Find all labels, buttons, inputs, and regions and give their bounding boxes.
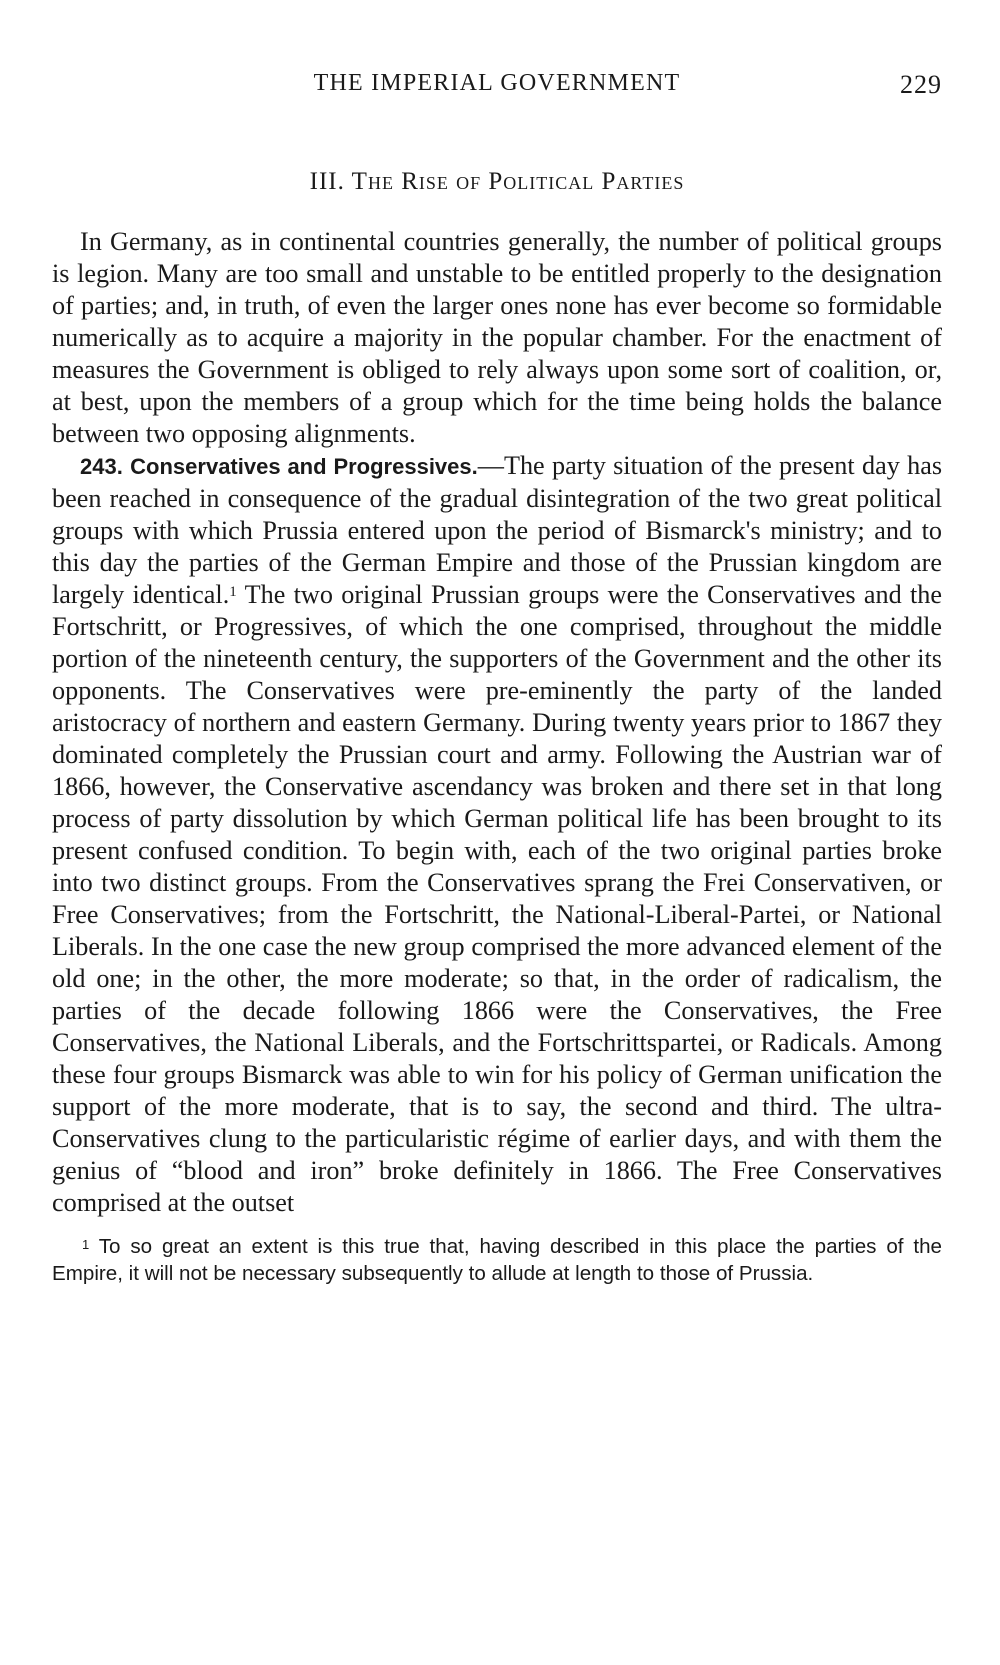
footnote-marker: 1 — [82, 1237, 90, 1252]
running-title: THE IMPERIAL GOVERNMENT — [313, 70, 681, 96]
paragraph-243 — [52, 450, 942, 1219]
paragraph-heading: Conservatives and Progressives. — [130, 454, 478, 479]
paragraph-243-text-part1: —The party situation of the present day has been reached in consequence of the gradual disintegration of the two great political groups with which Prussia entered upon the period of Bismarck's ministry; and to this day the parties of the German Empire and those of the Prussian kingdom are largely identical. — [52, 451, 943, 609]
page-number: 229 — [900, 70, 942, 99]
footnote-text: To so great an extent is this true that, having described in this place the parties of the Empire, it will not be necessary subsequently to allude at length to those of Prussia. — [52, 1235, 942, 1285]
footnote — [52, 1233, 942, 1287]
paragraph-intro: In Germany, as in continental countries generally, the number of political groups is legion. Many are too small and unstable to be entitled properly to the designation of parties; and, in truth, of even the larger ones none has ever become so formidable numerically as to acquire a majority in the popular chamber. For the enactment of measures the Government is obliged to rely always upon some sort of coalition, or, at best, upon the members of a group which for the time being holds the balance between two opposing alignments. — [52, 227, 942, 448]
footnote-reference: 1 — [229, 584, 237, 600]
paragraph-number: 243. — [80, 454, 123, 479]
paragraph-243-text-part2: The two original Prussian groups were the Conservatives and the Fortschritt, or Progressives, of which the one comprised, throughout the middle portion of the nineteenth century, the supporters of the Government and the other its opponents. The Conservatives were pre-eminently the party of the landed aristocracy of northern and eastern Germany. During twenty years prior to 1867 they dominated completely the Prussian court and army. Following the Austrian war of 1866, however, the Conservative ascendancy was broken and there set in that long process of party dissolution by which German political life has been brought to its present confused condition. To begin with, each of the two original parties broke into two distinct groups. From the Conservatives sprang the Frei Conservativen, or Free Conservatives; from the Fortschritt, the National-Liberal-Partei, or National Liberals. In the one case the new group comprised the more advanced element of the old one; in the other, the more moderate; so that, in the order of radicalism, the parties of the decade following 1866 were the Conservatives, the Free Conservatives, the National Liberals, and the Fortschrittspartei, or Radicals. Among these four groups Bismarck was able to win for his policy of German unification the support of the more moderate, that is to say, the second and third. The ultra-Conservatives clung to the particularistic régime of earlier days, and with them the genius of “blood and iron” broke definitely in 1866. The Free Conservatives comprised at the outset — [52, 580, 942, 1217]
running-head — [52, 70, 942, 110]
body-text — [52, 226, 942, 1219]
book-page — [52, 70, 942, 1287]
section-heading: III. The Rise of Political Parties — [309, 168, 685, 195]
